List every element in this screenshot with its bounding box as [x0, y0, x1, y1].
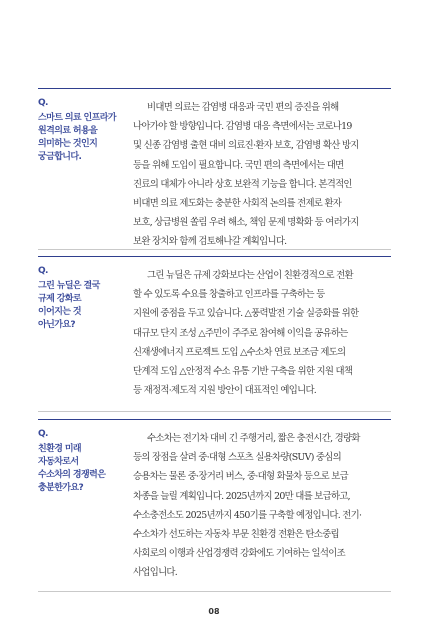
answer-line: 등의 장점을 살려 중·대형 스포츠 실용차량(SUV) 중심의: [133, 452, 341, 464]
answer-line: 보호, 상급병원 쏠림 우려 해소, 책임 문제 명확화 등 여러가지: [133, 217, 359, 229]
answer-line: 수소충전소도 2025년까지 450기를 구축할 예정입니다. 전기·: [133, 509, 362, 521]
question-line: 이어지는 것: [38, 307, 82, 317]
answer-2: [133, 266, 391, 400]
question-line: 충분한가요?: [38, 483, 84, 493]
answer-line: 진료의 대체가 아니라 상호 보완적 기능을 합니다. 본격적인: [133, 178, 352, 190]
answer-line: 나아가야 할 방향입니다. 감염병 대응 측면에서는 코로나19: [133, 121, 352, 133]
question-line: 수소차의 경쟁력은: [38, 470, 106, 480]
answer-line: 보완 장치와 함께 검토해나갈 계획입니다.: [133, 236, 287, 248]
question-line: 궁금합니다.: [38, 152, 82, 162]
question-2: [38, 265, 120, 332]
question-line: 스마트 의료 인프라가: [38, 113, 116, 123]
question-line: 의미하는 것인지: [38, 139, 98, 149]
question-line: 자동차로서: [38, 457, 79, 467]
qa-item-3: [38, 419, 391, 592]
answer-line: 단계적 도입 △안정적 수소 유통 기반 구축을 위한 지원 대책: [133, 366, 353, 378]
answer-3: [133, 429, 391, 583]
answer-line: 수소차가 선도하는 자동차 부문 친환경 전환은 탄소중립: [133, 529, 339, 541]
answer-line: 비대면 의료 제도화는 충분한 사회적 논의를 전제로 환자: [133, 198, 342, 210]
answer-line: 사업입니다.: [133, 567, 178, 579]
answer-line: 수소차는 전기차 대비 긴 주행거리, 짧은 충전시간, 경량화: [147, 433, 360, 444]
question-line: 원격의료 허용을: [38, 126, 98, 136]
question-mark: Q.: [38, 266, 48, 276]
question-1: [38, 97, 120, 164]
answer-line: 등을 위해 도입이 필요합니다. 국민 편의 측면에서는 대면: [133, 159, 344, 171]
answer-1: [133, 98, 391, 252]
qa-item-2: [38, 256, 391, 412]
answer-line: 차종을 늘릴 계획입니다. 2025년까지 20만 대를 보급하고,: [133, 490, 350, 502]
answer-line: 대규모 단지 조성 △주민이 주주로 참여해 이익을 공유하는: [133, 327, 348, 339]
question-line: 친환경 미래: [38, 444, 82, 454]
answer-line: 및 신종 감염병 출현 대비 의료진·환자 보호, 감염병 확산 방지: [133, 140, 359, 152]
question-line: 그린 뉴딜은 결국: [38, 281, 100, 291]
answer-line: 그린 뉴딜은 규제 강화보다는 산업이 친환경적으로 전환: [147, 270, 353, 281]
question-mark: Q.: [38, 98, 48, 108]
answer-line: 할 수 있도록 수요를 창출하고 인프라를 구축하는 등: [133, 289, 325, 301]
answer-line: 지원에 중점을 두고 있습니다. △풍력발전 기술 실증화를 위한: [133, 308, 359, 320]
answer-line: 사회로의 이행과 산업경쟁력 강화에도 기여하는 일석이조: [133, 548, 345, 560]
question-mark: Q.: [38, 429, 48, 439]
question-3: [38, 428, 120, 495]
answer-line: 신재생에너지 프로젝트 도입 △수소차 연료 보조금 제도의: [133, 346, 346, 358]
answer-line: 승용차는 물론 중·장거리 버스, 중·대형 화물차 등으로 보급: [133, 471, 348, 483]
answer-line: 비대면 의료는 감염병 대응과 국민 편의 증진을 위해: [147, 102, 339, 113]
page-number: 08: [208, 607, 220, 616]
answer-line: 등 재정적·제도적 지원 방안이 대표적인 예입니다.: [133, 385, 317, 397]
question-line: 아닌가요?: [38, 320, 75, 330]
question-line: 규제 강화로: [38, 294, 82, 304]
qa-item-1: [38, 88, 391, 250]
